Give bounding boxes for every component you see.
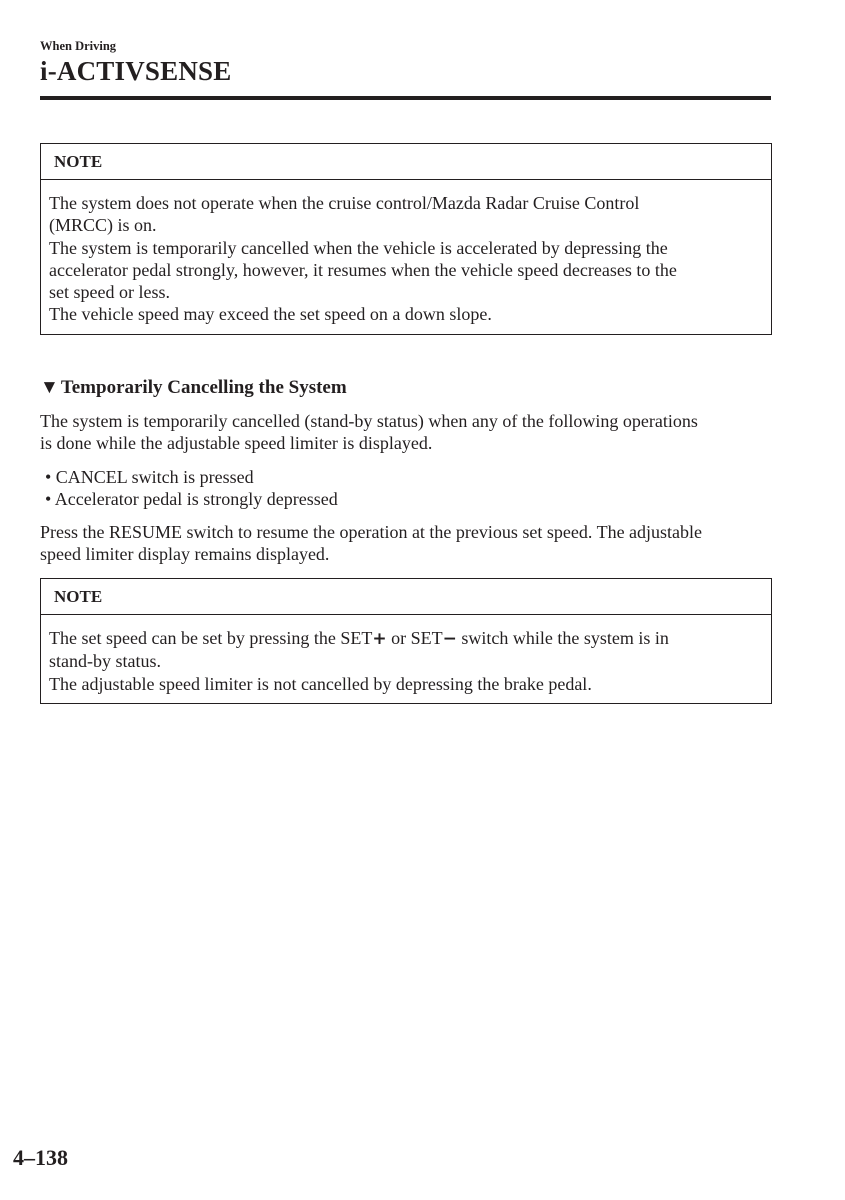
list-item: • CANCEL switch is pressed <box>45 467 254 487</box>
note-heading: NOTE <box>41 144 771 180</box>
note-line: The adjustable speed limiter is not cancelled by depressing the brake pedal. <box>49 673 592 694</box>
note-line-text: switch while the system is in <box>456 628 669 648</box>
note-line: stand-by status. <box>49 651 161 672</box>
note-line-text: or SET <box>386 628 443 648</box>
paragraph-line: The system is temporarily cancelled (stand-by status) when any of the following operations <box>40 411 698 431</box>
section-label: When Driving <box>40 39 117 53</box>
section-heading-text: Temporarily Cancelling the System <box>60 377 347 398</box>
paragraph-line: speed limiter display remains displayed. <box>40 544 330 565</box>
paragraph-line: Press the RESUME switch to resume the operation at the previous set speed. The adjustable <box>40 522 703 542</box>
note-line: (MRCC) is on. <box>49 215 157 236</box>
resume-paragraph <box>40 521 702 566</box>
bullet-list <box>40 466 338 511</box>
note-line: The vehicle speed may exceed the set speed on a down slope. <box>49 304 492 325</box>
minus-icon: − <box>442 629 457 649</box>
page-title: i-ACTIVSENSE <box>40 56 232 86</box>
note-line-text: The set speed can be set by pressing the SET <box>49 628 373 648</box>
paragraph-line: is done while the adjustable speed limiter is displayed. <box>40 433 433 454</box>
page-number: 4–138 <box>13 1145 68 1170</box>
title-rule <box>40 96 771 100</box>
intro-paragraph <box>40 410 698 455</box>
note-box-2 <box>40 578 772 704</box>
note-line: The system does not operate when the cruise control/Mazda Radar Cruise Control <box>49 193 640 213</box>
note-line <box>49 627 763 650</box>
note-box-1 <box>40 143 772 335</box>
note-line: set speed or less. <box>49 282 170 303</box>
list-item: • Accelerator pedal is strongly depressed <box>45 489 338 510</box>
section-heading <box>40 376 347 400</box>
triangle-down-icon: ▼ <box>40 377 59 398</box>
note-heading: NOTE <box>41 579 771 615</box>
plus-icon: + <box>372 629 387 649</box>
note-line: accelerator pedal strongly, however, it resumes when the vehicle speed decreases to the <box>49 259 677 280</box>
note-line: The system is temporarily cancelled when the vehicle is accelerated by depressing the <box>49 237 668 258</box>
note-body <box>41 180 771 334</box>
note-body <box>41 615 771 703</box>
